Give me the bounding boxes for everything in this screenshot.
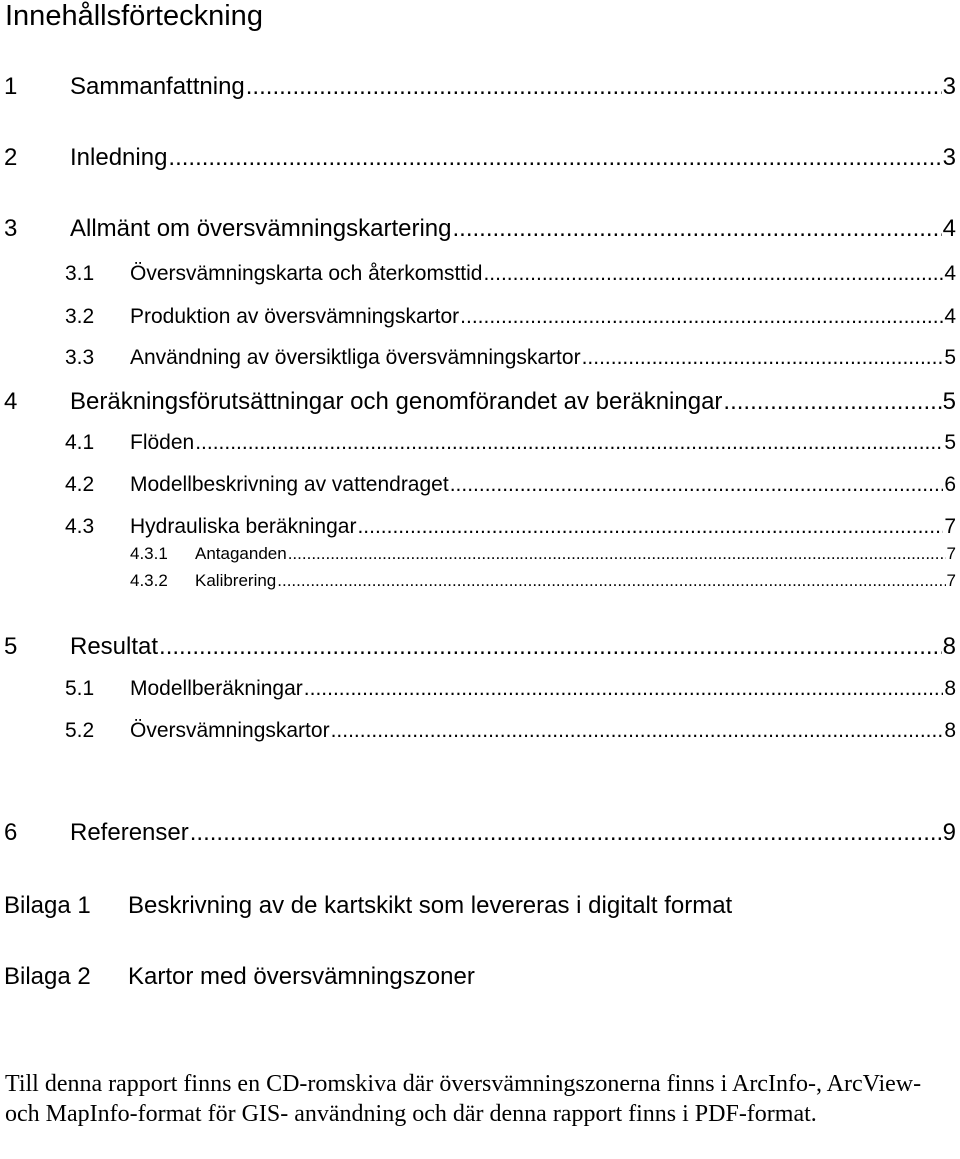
toc-entry-number: 5.2 [65, 719, 95, 742]
toc-entry-4-2[interactable] [0, 471, 956, 499]
dot-leader [483, 260, 943, 288]
dot-leader [304, 675, 944, 703]
toc-entry-page: 6 [944, 473, 956, 496]
toc-entry-page: 5 [944, 346, 956, 369]
dot-leader [331, 717, 944, 745]
dot-leader [195, 429, 943, 457]
toc-entry-page: 5 [944, 431, 956, 454]
toc-entry-6[interactable] [0, 818, 956, 848]
dot-leader [246, 72, 942, 102]
toc-entry-5-1[interactable] [0, 675, 956, 703]
dot-leader [190, 818, 942, 848]
toc-entry-page: 8 [942, 633, 956, 660]
toc-entry-3-1[interactable] [0, 260, 956, 288]
toc-entry-page: 3 [942, 144, 956, 171]
toc-entry-title: Referenser [70, 819, 189, 846]
toc-entry-5[interactable] [0, 632, 956, 662]
toc-heading: Innehållsförteckning [5, 0, 263, 32]
toc-entry-3-2[interactable] [0, 303, 956, 331]
toc-entry-number: 4 [4, 388, 18, 415]
toc-entry-title: Kalibrering [195, 571, 277, 590]
toc-entry-4-3-1[interactable] [0, 543, 956, 565]
toc-entry-number: 4.3.1 [130, 544, 168, 563]
toc-entry-page: 4 [944, 305, 956, 328]
dot-leader [723, 387, 941, 417]
toc-entry-2[interactable] [0, 143, 956, 173]
toc-entry-page: 7 [944, 515, 956, 538]
toc-entry-4-3-2[interactable] [0, 570, 956, 592]
toc-entry-title: Flöden [130, 431, 195, 454]
toc-entry-title: Sammanfattning [70, 73, 245, 100]
toc-entry-4-1[interactable] [0, 429, 956, 457]
toc-entry-page: 5 [942, 388, 956, 415]
appendix-label: Bilaga 1 [4, 892, 91, 919]
dot-leader [460, 303, 943, 331]
toc-entry-title: Antaganden [195, 544, 287, 563]
dot-leader [450, 471, 944, 499]
toc-entry-title: Allmänt om översvämningskartering [70, 215, 452, 242]
toc-entry-1[interactable] [0, 72, 956, 102]
toc-entry-page: 7 [946, 544, 956, 563]
toc-entry-title: Produktion av översvämningskartor [130, 305, 460, 328]
toc-entry-3-3[interactable] [0, 344, 956, 372]
toc-entry-4-3[interactable] [0, 513, 956, 541]
toc-entry-title: Modellbeskrivning av vattendraget [130, 473, 449, 496]
appendix-label: Bilaga 2 [4, 963, 91, 990]
appendix-2[interactable] [4, 962, 475, 992]
toc-entry-page: 4 [942, 215, 956, 242]
appendix-1[interactable] [4, 891, 732, 921]
toc-entry-number: 4.2 [65, 473, 95, 496]
dot-leader [582, 344, 944, 372]
toc-entry-page: 9 [942, 819, 956, 846]
toc-entry-title: Modellberäkningar [130, 677, 303, 700]
toc-entry-title: Resultat [70, 633, 159, 660]
toc-entry-page: 7 [946, 571, 956, 590]
toc-entry-number: 1 [4, 73, 18, 100]
toc-entry-title: Inledning [70, 144, 168, 171]
toc-entry-number: 3 [4, 215, 18, 242]
toc-entry-number: 3.3 [65, 346, 95, 369]
toc-entry-number: 6 [4, 819, 18, 846]
toc-entry-title: Hydrauliska beräkningar [130, 515, 357, 538]
toc-entry-number: 3.2 [65, 305, 95, 328]
toc-entry-title: Användning av översiktliga översvämningskartor [130, 346, 581, 369]
dot-leader [288, 543, 946, 565]
dot-leader [159, 632, 942, 662]
cd-rom-note: Till denna rapport finns en CD-romskiva där översvämningszonerna finns i ArcInfo-, ArcView- och MapInfo-format för GIS- användning och där denna rapport finns i PDF-format. [5, 1071, 922, 1127]
toc-entry-page: 8 [944, 719, 956, 742]
toc-entry-3[interactable] [0, 214, 956, 244]
toc-entry-page: 8 [944, 677, 956, 700]
dot-leader [168, 143, 941, 173]
toc-entry-title: Beräkningsförutsättningar och genomförandet av beräkningar [70, 388, 723, 415]
toc-entry-number: 4.1 [65, 431, 95, 454]
dot-leader [452, 214, 941, 244]
toc-entry-number: 2 [4, 144, 18, 171]
dot-leader [277, 570, 945, 592]
toc-entry-number: 5 [4, 633, 18, 660]
toc-entry-title: Översvämningskartor [130, 719, 330, 742]
toc-entry-number: 5.1 [65, 677, 95, 700]
toc-entry-4[interactable] [0, 387, 956, 417]
toc-entry-number: 3.1 [65, 262, 95, 285]
toc-entry-number: 4.3.2 [130, 571, 168, 590]
toc-entry-number: 4.3 [65, 515, 95, 538]
toc-entry-page: 4 [944, 262, 956, 285]
appendix-title: Beskrivning av de kartskikt som levereras i digitalt format [128, 892, 733, 919]
dot-leader [357, 513, 943, 541]
toc-entry-page: 3 [942, 73, 956, 100]
appendix-title: Kartor med översvämningszoner [128, 963, 475, 990]
toc-entry-5-2[interactable] [0, 717, 956, 745]
toc-entry-title: Översvämningskarta och återkomsttid [130, 262, 483, 285]
